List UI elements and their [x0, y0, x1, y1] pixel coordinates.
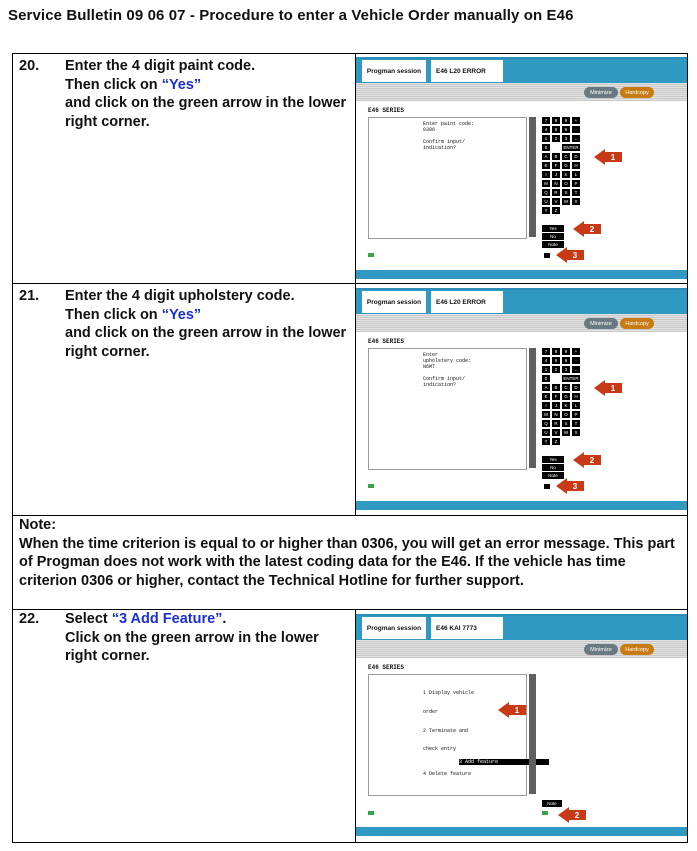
session-label: Progman session	[362, 291, 426, 313]
keypad-key[interactable]: +	[572, 348, 580, 355]
keypad-key[interactable]: M	[542, 180, 550, 187]
keypad-key[interactable]: Y	[542, 438, 550, 445]
keypad-key[interactable]: 5	[552, 126, 560, 133]
screenshot-cell	[356, 54, 688, 284]
keypad-key[interactable]: L	[572, 171, 580, 178]
progman-screenshot	[356, 288, 687, 510]
keypad-key[interactable]: J	[552, 171, 560, 178]
keypad-key[interactable]: 6	[562, 357, 570, 364]
error-code: E46 L20 ERROR	[431, 60, 503, 82]
keypad-key[interactable]: G	[562, 162, 570, 169]
callout-arrow-icon: 2	[573, 221, 601, 237]
keypad-key[interactable]: 0	[542, 144, 550, 151]
keypad-key[interactable]: Z	[552, 438, 560, 445]
keypad-key[interactable]: -	[572, 126, 580, 133]
keypad-key[interactable]: ENTER	[563, 376, 579, 381]
keypad-key[interactable]: K	[562, 402, 570, 409]
keypad-key[interactable]: P	[572, 180, 580, 187]
keypad-key[interactable]: ←	[573, 367, 579, 372]
keypad-key[interactable]: E	[542, 162, 550, 169]
scrollbar[interactable]	[529, 117, 536, 237]
keypad-key[interactable]: X	[572, 198, 580, 205]
callout-arrow-icon: 1	[594, 149, 622, 165]
keypad-key[interactable]: H	[572, 393, 580, 400]
step-cell	[13, 610, 356, 843]
menu-item[interactable]: 2 Terminate and	[423, 727, 469, 734]
keypad-key[interactable]: B	[552, 153, 560, 160]
keypad-key[interactable]: 9	[562, 348, 570, 355]
keypad-key[interactable]: ENTER	[563, 145, 579, 150]
series-label: E46 SERIES	[368, 107, 405, 114]
keypad-key[interactable]: A	[542, 153, 550, 160]
keypad-key[interactable]: S	[562, 420, 570, 427]
callout-arrow-icon: 1	[498, 702, 526, 718]
keypad-key[interactable]: W	[563, 430, 569, 435]
callout-arrow-icon: 2	[573, 452, 601, 468]
keypad-key[interactable]: B	[552, 384, 560, 391]
input-textbox: Enter upholstery code: N6MT Confirm input/ indication?	[368, 348, 527, 470]
yes-button[interactable]: Yes	[542, 456, 564, 463]
forward-arrow-icon[interactable]	[544, 484, 550, 489]
keypad-key[interactable]: T	[572, 189, 580, 196]
keypad-key[interactable]: 0	[542, 375, 550, 382]
keypad-key[interactable]: 2	[552, 135, 560, 142]
menu-item[interactable]: 1 Display vehicle	[423, 690, 475, 697]
keypad-key[interactable]: 7	[542, 117, 550, 124]
menu-box	[368, 674, 527, 796]
keypad-key[interactable]: 1	[542, 366, 550, 373]
keypad-key[interactable]: ←	[573, 136, 579, 141]
keypad-key[interactable]: U	[542, 198, 550, 205]
keypad-key[interactable]: J	[552, 402, 560, 409]
keypad-key[interactable]: A	[542, 384, 550, 391]
yes-button[interactable]: Yes	[542, 225, 564, 232]
keypad-key[interactable]: O	[562, 180, 570, 187]
note-button[interactable]: Note	[542, 800, 562, 807]
session-label: Progman session	[362, 60, 426, 82]
keypad-key[interactable]: 8	[552, 348, 560, 355]
step-number: 22.	[19, 611, 40, 627]
keypad-key[interactable]: 5	[552, 357, 560, 364]
menu-item[interactable]: check entry	[423, 746, 457, 753]
no-button[interactable]: No	[542, 233, 564, 240]
keypad-key[interactable]: 4	[542, 126, 550, 133]
keypad-key[interactable]: 4	[542, 357, 550, 364]
keypad-key[interactable]: X	[572, 429, 580, 436]
callout-arrow-icon: 3	[556, 247, 584, 263]
keypad-key[interactable]: H	[572, 162, 580, 169]
keypad-key[interactable]: D	[572, 153, 580, 160]
keypad-key[interactable]: U	[542, 429, 550, 436]
minimize-button[interactable]: Minimize	[584, 644, 618, 655]
keypad-key[interactable]: V	[552, 198, 560, 205]
keypad-key[interactable]: E	[542, 393, 550, 400]
error-code: E46 L20 ERROR	[431, 291, 503, 313]
keypad-key[interactable]: +	[572, 117, 580, 124]
hardcopy-button[interactable]: Hardcopy	[620, 644, 654, 655]
input-textbox: Enter paint code: 0306 Confirm input/ indication?	[368, 117, 527, 239]
menu-item[interactable]: 4 Delete feature	[423, 771, 472, 778]
add-feature-highlight: “3 Add Feature”	[111, 611, 223, 627]
no-button[interactable]: No	[542, 464, 564, 471]
page-title: Service Bulletin 09 06 07 - Procedure to enter a Vehicle Order manually on E46	[8, 7, 574, 24]
keypad-key[interactable]: I	[542, 171, 550, 178]
note-button[interactable]: Note	[542, 241, 564, 248]
step-text: Enter the 4 digit paint code. Then click on “Yes” and click on the green arrow in the lower right corner.	[65, 58, 347, 130]
hardcopy-button[interactable]: Hardcopy	[620, 87, 654, 98]
procedure-table	[12, 53, 688, 843]
series-label: E46 SERIES	[368, 338, 405, 345]
menu-item[interactable]: order	[423, 709, 439, 716]
keypad-key[interactable]: 9	[562, 117, 570, 124]
keypad-key[interactable]: C	[562, 153, 570, 160]
screenshot-cell	[356, 284, 688, 516]
progman-screenshot	[356, 57, 687, 279]
scrollbar[interactable]	[529, 348, 536, 468]
keypad-key[interactable]: G	[562, 393, 570, 400]
keypad-key[interactable]: T	[572, 420, 580, 427]
callout-arrow-icon: 1	[594, 380, 622, 396]
keypad-key[interactable]: F	[552, 162, 560, 169]
keypad-key[interactable]: 2	[552, 366, 560, 373]
note-text: When the time criterion is equal to or higher than 0306, you will get an error message. This part of Progman does not work with the latest coding data for the E46. If the vehicle has time criterion 0306 or higher, contact the Technical Hotline for further support.	[19, 535, 675, 589]
keypad-key[interactable]: P	[572, 411, 580, 418]
note-cell	[13, 516, 688, 610]
series-label: E46 SERIES	[368, 664, 405, 671]
session-label: Progman session	[362, 617, 426, 639]
keypad-key[interactable]: S	[562, 189, 570, 196]
back-arrow-icon[interactable]	[368, 484, 374, 488]
keypad-key[interactable]: R	[552, 420, 560, 427]
keypad-key[interactable]: Z	[552, 207, 560, 214]
forward-arrow-icon[interactable]	[542, 811, 548, 815]
vehicle-code: E46 KAI 7773	[431, 617, 503, 639]
keypad-key[interactable]: 7	[542, 348, 550, 355]
progman-screenshot	[356, 614, 687, 836]
keypad-key[interactable]: V	[552, 429, 560, 436]
keypad-key[interactable]: K	[562, 171, 570, 178]
back-arrow-icon[interactable]	[368, 811, 374, 815]
note-label: Note:	[19, 517, 57, 533]
keypad-key[interactable]: Q	[542, 420, 550, 427]
keypad-key[interactable]: 8	[552, 117, 560, 124]
forward-arrow-icon[interactable]	[544, 253, 550, 258]
keypad-key[interactable]: O	[562, 411, 570, 418]
keypad-key[interactable]: L	[572, 402, 580, 409]
keypad-key[interactable]: 6	[562, 126, 570, 133]
minimize-button[interactable]: Minimize	[584, 87, 618, 98]
callout-arrow-icon: 3	[556, 478, 584, 494]
step-cell	[13, 54, 356, 284]
hardcopy-button[interactable]: Hardcopy	[620, 318, 654, 329]
yes-highlight: “Yes”	[161, 76, 202, 93]
keypad-key[interactable]: 3	[562, 366, 570, 373]
step-text: Enter the 4 digit upholstery code. Then click on “Yes” and click on the green arrow in the lower right corner.	[65, 288, 347, 360]
callout-arrow-icon: 2	[558, 807, 586, 823]
keypad-key[interactable]: -	[572, 357, 580, 364]
keypad-key[interactable]: Y	[542, 207, 550, 214]
keypad-key[interactable]: C	[562, 384, 570, 391]
minimize-button[interactable]: Minimize	[584, 318, 618, 329]
keypad-key[interactable]: Q	[542, 189, 550, 196]
keypad-key[interactable]: N	[552, 180, 560, 187]
keypad-key[interactable]: F	[552, 393, 560, 400]
keypad-key[interactable]: W	[563, 199, 569, 204]
keypad-key[interactable]: N	[552, 411, 560, 418]
keypad-key[interactable]: D	[572, 384, 580, 391]
keypad-key[interactable]: M	[542, 411, 550, 418]
step-number: 20.	[19, 58, 40, 74]
scrollbar[interactable]	[529, 674, 536, 794]
keypad-key[interactable]: I	[542, 402, 550, 409]
step-number: 21.	[19, 288, 40, 304]
back-arrow-icon[interactable]	[368, 253, 374, 257]
step-text: Select “3 Add Feature”. Click on the green arrow in the lower right corner.	[65, 611, 319, 664]
step-cell	[13, 284, 356, 516]
note-button[interactable]: Note	[542, 472, 564, 479]
keypad-key[interactable]: R	[552, 189, 560, 196]
yes-highlight: “Yes”	[161, 306, 202, 323]
keypad-key[interactable]: 3	[562, 135, 570, 142]
menu-item-selected[interactable]: 3 Add feature	[459, 759, 549, 765]
keypad-key[interactable]: 1	[542, 135, 550, 142]
screenshot-cell	[356, 610, 688, 843]
